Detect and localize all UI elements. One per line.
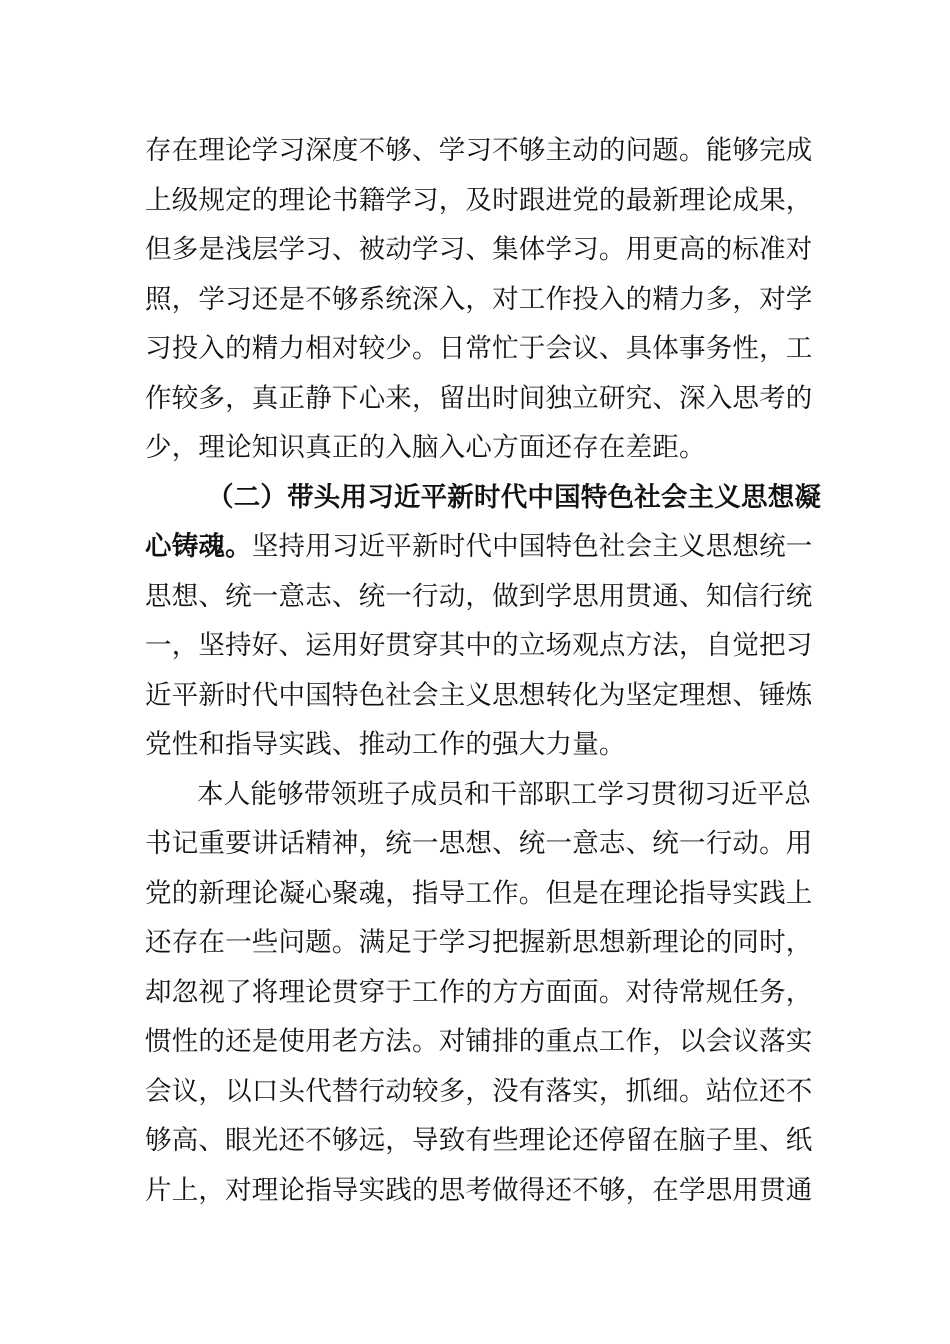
section-heading-tail: 心铸魂。 bbox=[145, 531, 252, 562]
text-line: 够高、眼光还不够远，导致有些理论还停留在脑子里、纸 bbox=[145, 1125, 813, 1156]
text-line: 上级规定的理论书籍学习，及时跟进党的最新理论成果， bbox=[145, 184, 813, 216]
text-line: 存在理论学习深度不够、学习不够主动的问题。能够完成 bbox=[145, 135, 813, 166]
text-line: 习投入的精力相对较少。日常忙于会议、具体事务性，工 bbox=[145, 333, 813, 364]
paragraph-section-two bbox=[145, 473, 822, 770]
document-page bbox=[145, 126, 822, 1215]
text-line-content: 坚持用习近平新时代中国特色社会主义思想统一 bbox=[251, 531, 813, 562]
paragraph-theory-study bbox=[145, 126, 813, 473]
section-heading: （二）带头用习近平新时代中国特色社会主义思想凝 bbox=[207, 481, 822, 513]
text-line: 近平新时代中国特色社会主义思想转化为坚定理想、锤炼 bbox=[145, 679, 813, 711]
text-line: 党的新理论凝心聚魂，指导工作。但是在理论指导实践上 bbox=[145, 877, 813, 909]
text-line: 书记重要讲话精神，统一思想、统一意志、统一行动。用 bbox=[145, 828, 813, 859]
text-line: 照，学习还是不够系统深入，对工作投入的精力多，对学 bbox=[145, 283, 813, 315]
text-line: 却忽视了将理论贯穿于工作的方方面面。对待常规任务， bbox=[145, 976, 813, 1008]
text-line: 惯性的还是使用老方法。对铺排的重点工作，以会议落实 bbox=[145, 1026, 813, 1057]
text-line: 一，坚持好、运用好贯穿其中的立场观点方法，自觉把习 bbox=[145, 630, 813, 661]
text-line bbox=[145, 522, 813, 572]
text-line: 作较多，真正静下心来，留出时间独立研究、深入思考的 bbox=[145, 382, 813, 414]
text-line: 还存在一些问题。满足于学习把握新思想新理论的同时， bbox=[145, 927, 813, 958]
text-line: 少，理论知识真正的入脑入心方面还存在差距。 bbox=[145, 432, 706, 463]
text-line: 会议，以口头代替行动较多，没有落实，抓细。站位还不 bbox=[145, 1075, 813, 1107]
text-line: 党性和指导实践、推动工作的强大力量。 bbox=[145, 729, 626, 760]
text-line: 思想、统一意志、统一行动，做到学思用贯通、知信行统 bbox=[145, 580, 813, 612]
paragraph-self-review bbox=[145, 770, 813, 1216]
text-line: 但多是浅层学习、被动学习、集体学习。用更高的标准对 bbox=[145, 234, 813, 265]
text-line: 片上，对理论指导实践的思考做得还不够，在学思用贯通 bbox=[145, 1174, 813, 1206]
text-line: 本人能够带领班子成员和干部职工学习贯彻习近平总 bbox=[197, 778, 812, 810]
